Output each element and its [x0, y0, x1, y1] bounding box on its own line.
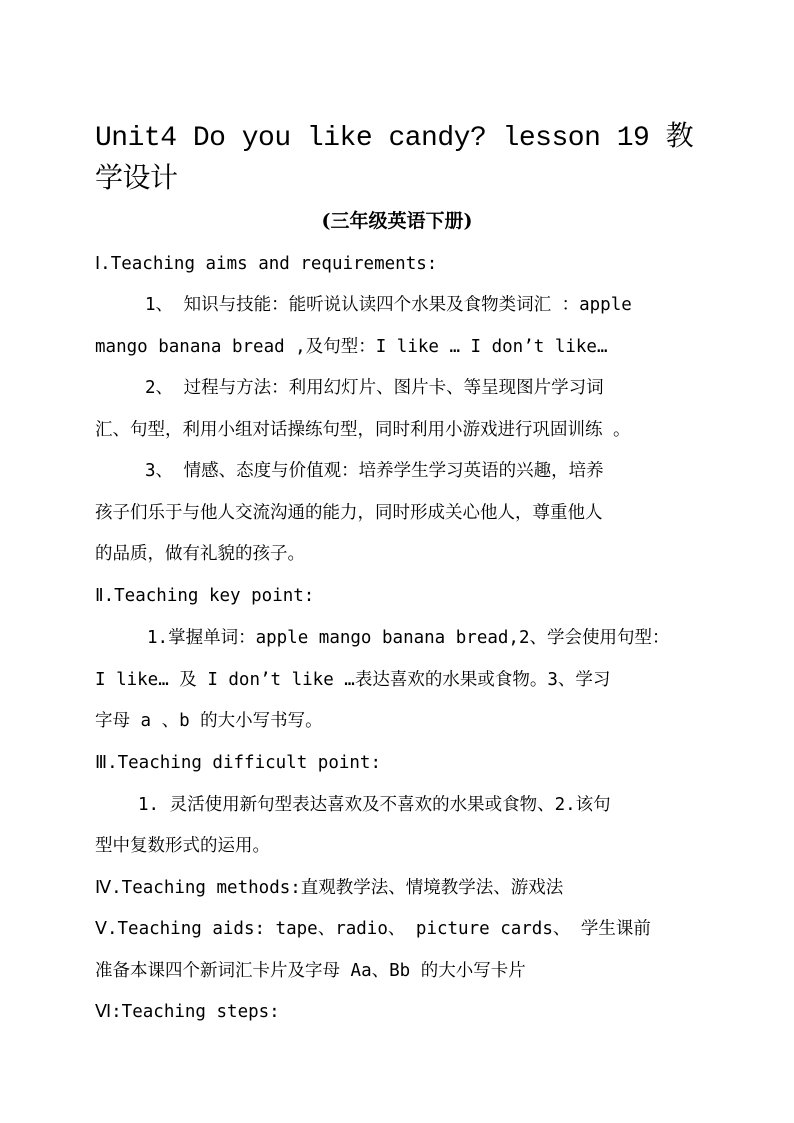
teaching-methods: Ⅳ.Teaching methods:直观教学法、情境教学法、游戏法: [95, 878, 564, 898]
key-point-line-2: I like… 及 I don’t like …表达喜欢的水果或食物。3、学习: [95, 670, 611, 690]
aims-item-3-line-3: 的品质，做有礼貌的孩子。: [95, 544, 305, 564]
key-point-line-1: 1.掌握单词：apple mango banana bread,2、学会使用句型：: [147, 628, 670, 648]
section-heading-difficult-point: Ⅲ.Teaching difficult point:: [95, 753, 381, 773]
section-heading-steps: Ⅵ:Teaching steps:: [95, 1002, 280, 1022]
aims-item-3-line-2: 孩子们乐于与他人交流沟通的能力，同时形成关心他人，尊重他人: [95, 503, 603, 523]
aims-item-1-line-2: mango banana bread ,及句型：I like … I don’t like…: [95, 337, 608, 357]
aims-item-2-line-2: 汇、句型，利用小组对话操练句型，同时利用小游戏进行巩固训练 。: [95, 420, 631, 440]
teaching-aids-line-2: 准备本课四个新词汇卡片及字母 Aa、Bb 的大小写卡片: [95, 961, 526, 981]
aims-item-3-line-1: 3、 情感、态度与价值观：培养学生学习英语的兴趣，培养: [145, 461, 604, 481]
teaching-aids-line-1: Ⅴ.Teaching aids: tape、radio、 picture cards、 学生课前: [95, 919, 651, 939]
key-point-line-3: 字母 a 、b 的大小写书写。: [95, 711, 323, 731]
document-subtitle: (三年级英语下册): [321, 210, 473, 232]
section-heading-key-point: Ⅱ.Teaching key point:: [95, 586, 315, 606]
difficult-point-line-1: 1. 灵活使用新句型表达喜欢及不喜欢的水果或食物、2.该句: [138, 795, 611, 815]
document-title: Unit4 Do you like candy? lesson 19 教学设计: [95, 123, 694, 196]
aims-item-1-line-1: 1、 知识与技能：能听说认读四个水果及食物类词汇 ：apple: [145, 295, 632, 315]
aims-item-2-line-1: 2、 过程与方法：利用幻灯片、图片卡、等呈现图片学习词: [145, 378, 604, 398]
difficult-point-line-2: 型中复数形式的运用。: [95, 836, 270, 856]
section-heading-aims: Ⅰ.Teaching aims and requirements:: [95, 254, 438, 274]
